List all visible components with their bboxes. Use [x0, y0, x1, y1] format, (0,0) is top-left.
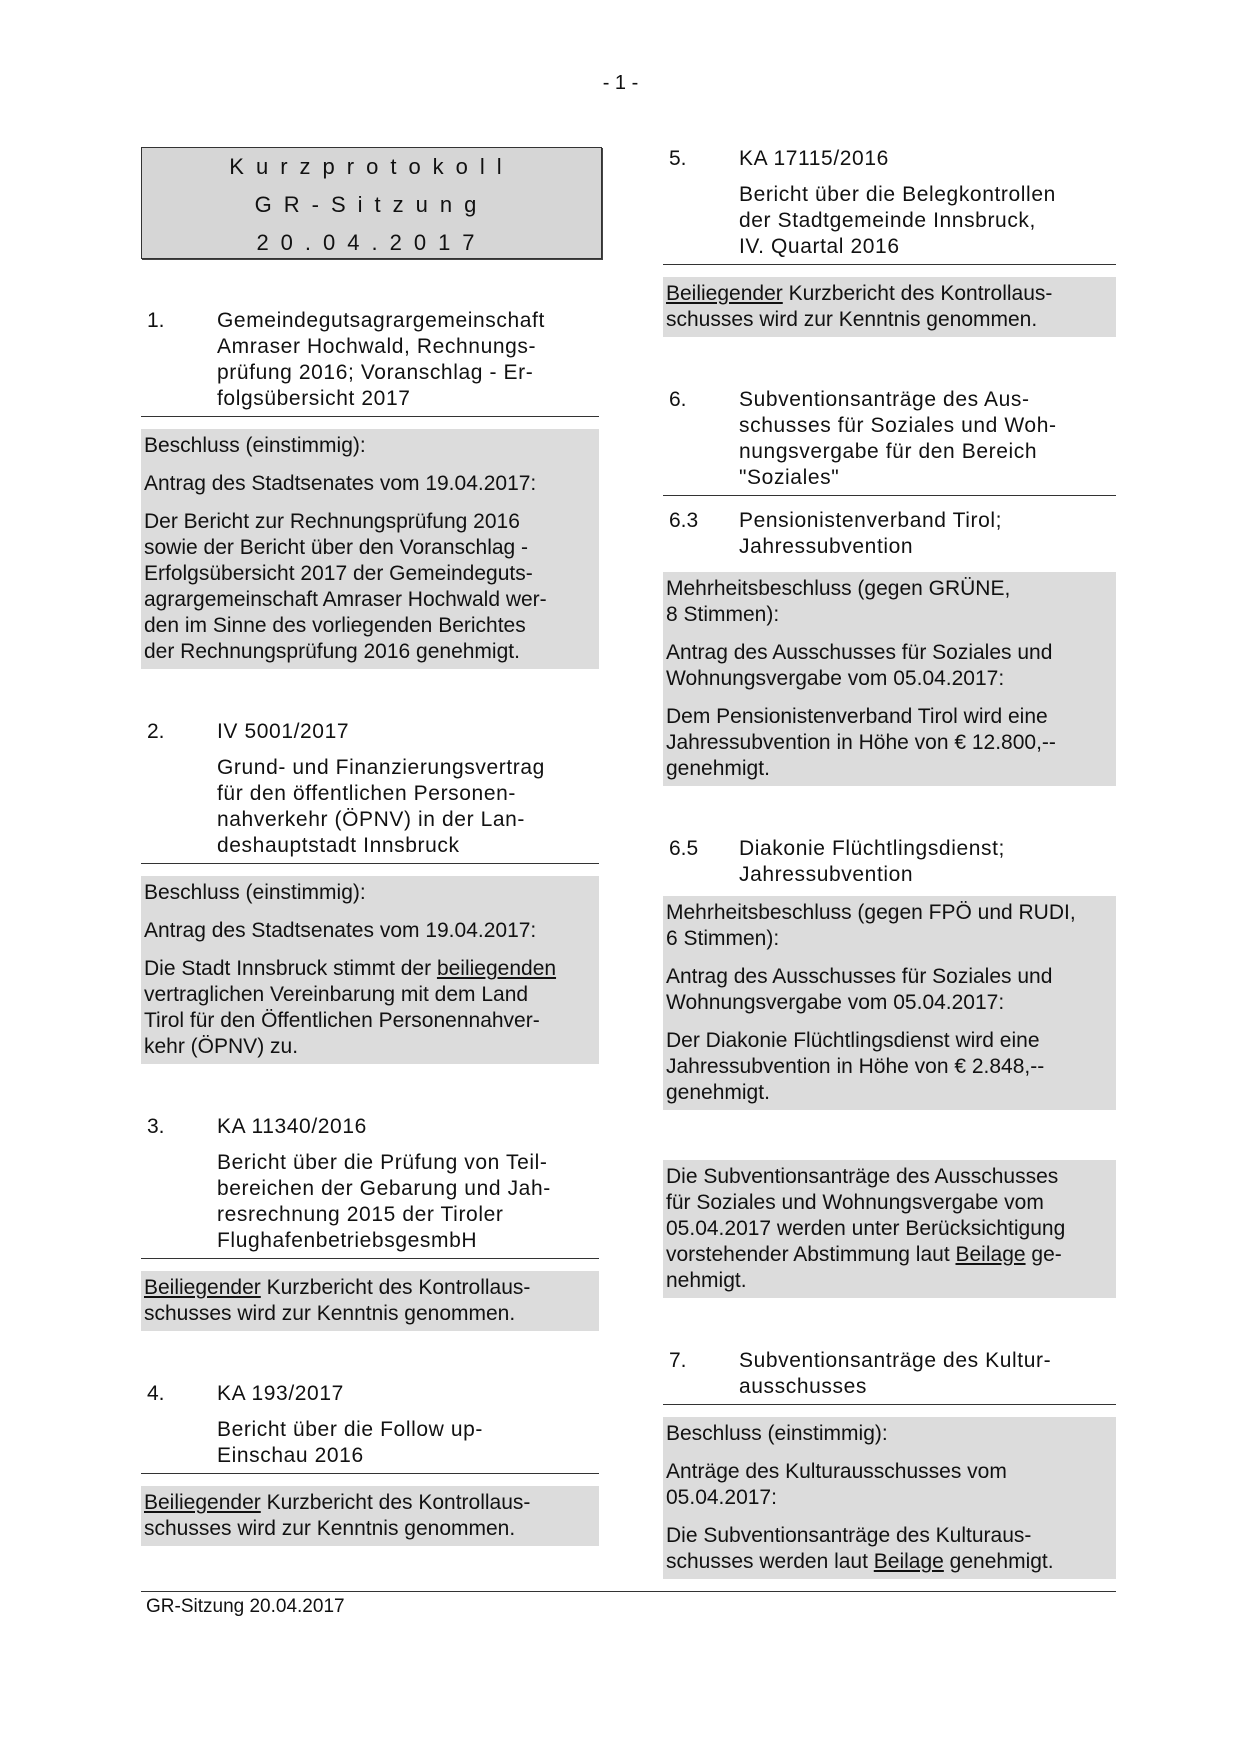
- decision-block: [141, 1486, 599, 1546]
- item-number: 5.: [669, 147, 687, 170]
- motion-label: Antrag des Stadtsenates vom 19.04.2017:: [144, 919, 537, 942]
- agenda-item-6-3: [663, 508, 1116, 786]
- agenda-item-6-5: [663, 836, 1116, 1110]
- item-number: 7.: [669, 1349, 687, 1372]
- footer-text: GR-Sitzung 20.04.2017: [146, 1596, 345, 1617]
- decision-label: Beschluss (einstimmig):: [144, 881, 366, 904]
- decision-block: [663, 1417, 1116, 1579]
- item-title: Subventionsanträge des Kultur- ausschusses: [739, 1349, 1052, 1398]
- attachment-link[interactable]: Beiliegender: [666, 282, 783, 305]
- left-column: [141, 308, 599, 1546]
- decision-text: Dem Pensionistenverband Tirol wird eine Jahressubvention in Höhe von € 12.800,-- genehmigt.: [666, 705, 1056, 780]
- motion-label: Anträge des Kulturausschusses vom 05.04.2017:: [666, 1460, 1007, 1509]
- decision-text: Beiliegender Kurzbericht des Kontrollaus- schusses wird zur Kenntnis genommen.: [144, 1276, 531, 1325]
- decision-block: [141, 876, 599, 1064]
- item-number: 2.: [147, 720, 165, 743]
- decision-label: Beschluss (einstimmig):: [144, 434, 366, 457]
- footer-divider: [141, 1591, 1116, 1592]
- title-box: [141, 147, 602, 259]
- item-title: Pensionistenverband Tirol; Jahressubvention: [739, 509, 1003, 558]
- subsidy-summary-block: [663, 1160, 1116, 1298]
- agenda-item-7: [663, 1348, 1116, 1579]
- agenda-item-4: [141, 1381, 599, 1546]
- agenda-item-3: [141, 1114, 599, 1331]
- divider: [141, 1473, 599, 1474]
- item-title: Diakonie Flüchtlingsdienst; Jahressubvention: [739, 837, 1005, 886]
- agenda-item-1: [141, 308, 599, 669]
- decision-text: Die Stadt Innsbruck stimmt der beiliegenden vertraglichen Vereinbarung mit dem Land Tirol für den Öffentlichen Personennahver- kehr (ÖPNV) zu.: [144, 957, 557, 1058]
- item-number: 3.: [147, 1115, 165, 1138]
- decision-text: Der Diakonie Flüchtlingsdienst wird eine Jahressubvention in Höhe von € 2.848,-- genehmigt.: [666, 1029, 1045, 1104]
- item-reference: KA 17115/2016: [739, 147, 889, 170]
- title-line-2: GR-Sitzung: [254, 192, 489, 217]
- attachment-link[interactable]: Beiliegender: [144, 1276, 261, 1299]
- divider: [141, 1258, 599, 1259]
- decision-label: Mehrheitsbeschluss (gegen GRÜNE, 8 Stimmen):: [666, 577, 1011, 626]
- decision-label: Beschluss (einstimmig):: [666, 1422, 888, 1445]
- decision-text: Beiliegender Kurzbericht des Kontrollaus- schusses wird zur Kenntnis genommen.: [144, 1491, 531, 1540]
- motion-label: Antrag des Stadtsenates vom 19.04.2017:: [144, 472, 537, 495]
- divider: [663, 264, 1116, 265]
- decision-text: Der Bericht zur Rechnungsprüfung 2016 sowie der Bericht über den Voranschlag - Erfolgsübersicht 2017 der Gemeindeguts- agrargemeinschaft Amraser Hochwald wer- den im Sinne des vorliegenden Berichtes der Rechnungsprüfung 2016 genehmigt.: [144, 510, 547, 663]
- divider: [663, 495, 1116, 496]
- item-number: 6.3: [669, 509, 699, 532]
- item-number: 1.: [147, 309, 165, 332]
- attachment-link[interactable]: Beilage: [873, 1550, 944, 1573]
- item-reference: KA 11340/2016: [217, 1115, 367, 1138]
- decision-label: Mehrheitsbeschluss (gegen FPÖ und RUDI, 6 Stimmen):: [666, 901, 1076, 950]
- agenda-item-5: [663, 146, 1116, 337]
- right-column: [663, 146, 1116, 1579]
- title-line-3: 20.04.2017: [256, 230, 487, 255]
- divider: [141, 863, 599, 864]
- item-reference: KA 193/2017: [217, 1382, 344, 1405]
- motion-label: Antrag des Ausschusses für Soziales und Wohnungsvergabe vom 05.04.2017:: [666, 641, 1053, 690]
- decision-block: [663, 896, 1116, 1110]
- item-number: 4.: [147, 1382, 165, 1405]
- item-title: KA 11340/2016 Bericht über die Prüfung von Teil- bereichen der Gebarung und Jah- resrechnung 2015 der Tiroler FlughafenbetriebsgesmbH: [217, 1114, 599, 1254]
- divider: [141, 416, 599, 417]
- decision-block: [663, 572, 1116, 786]
- decision-block: [141, 1271, 599, 1331]
- attachment-link[interactable]: Beilage: [955, 1243, 1026, 1266]
- agenda-item-2: [141, 719, 599, 1064]
- page-number: - 1 -: [602, 72, 639, 94]
- attachment-link[interactable]: beiliegenden: [436, 957, 557, 980]
- agenda-item-6: [663, 387, 1116, 496]
- divider: [663, 1404, 1116, 1405]
- item-title: KA 17115/2016 Bericht über die Belegkontrollen der Stadtgemeinde Innsbruck, IV. Quartal 2016: [739, 146, 1116, 260]
- motion-label: Antrag des Ausschusses für Soziales und Wohnungsvergabe vom 05.04.2017:: [666, 965, 1053, 1014]
- attachment-link[interactable]: Beiliegender: [144, 1491, 261, 1514]
- item-number: 6.: [669, 388, 687, 411]
- title-line-1: Kurzprotokoll: [229, 154, 514, 179]
- summary-text: Die Subventionsanträge des Ausschusses für Soziales und Wohnungsvergabe vom 05.04.2017 werden unter Berücksichtigung vorstehender Abstimmung laut Beilage ge- nehmigt.: [666, 1165, 1066, 1292]
- decision-block: [663, 277, 1116, 337]
- item-title: KA 193/2017 Bericht über die Follow up- Einschau 2016: [217, 1381, 599, 1469]
- decision-text: Beiliegender Kurzbericht des Kontrollaus- schusses wird zur Kenntnis genommen.: [666, 282, 1053, 331]
- decision-text: Die Subventionsanträge des Kulturaus- schusses werden laut Beilage genehmigt.: [666, 1524, 1054, 1573]
- item-title: Gemeindegutsagrargemeinschaft Amraser Hochwald, Rechnungs- prüfung 2016; Voranschlag - Er- folgsübersicht 2017: [217, 309, 545, 410]
- item-reference: IV 5001/2017: [217, 720, 350, 743]
- item-title: IV 5001/2017 Grund- und Finanzierungsvertrag für den öffentlichen Personen- nahverkehr (ÖPNV) in der Lan- deshauptstadt Innsbruck: [217, 719, 599, 859]
- item-title: Subventionsanträge des Aus- schusses für Soziales und Woh- nungsvergabe für den Bereich "Soziales": [739, 388, 1057, 489]
- decision-block: [141, 429, 599, 669]
- item-number: 6.5: [669, 837, 699, 860]
